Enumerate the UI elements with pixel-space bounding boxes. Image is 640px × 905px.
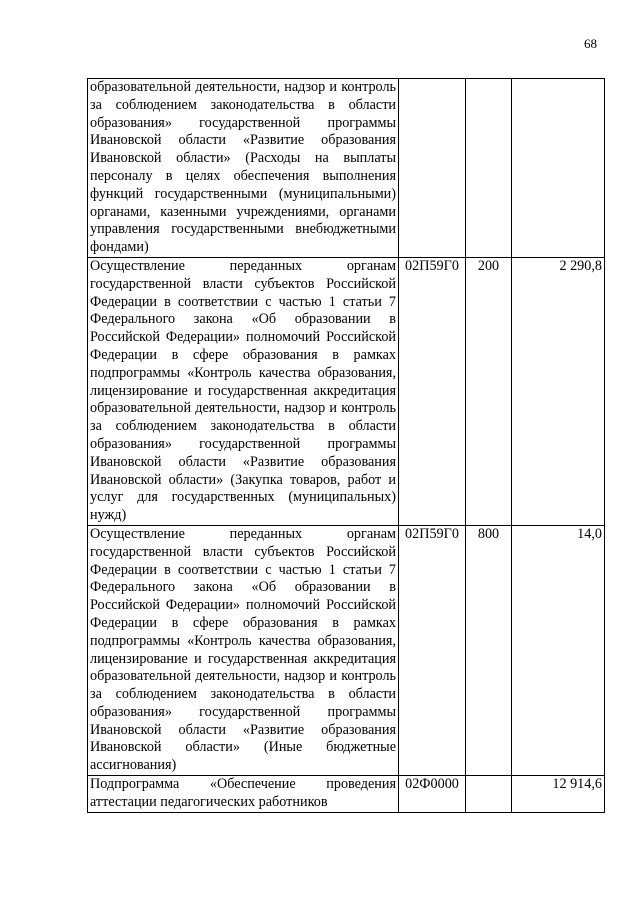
row-expense-type: 800 (466, 525, 512, 775)
row-amount: 12 914,6 (512, 776, 605, 813)
row-expense-type (466, 79, 512, 258)
table-row (88, 525, 605, 775)
row-amount (512, 79, 605, 258)
row-target-code: 02П59Г0 (399, 525, 466, 775)
row-target-code: 02П59Г0 (399, 257, 466, 525)
row-target-code (399, 79, 466, 258)
page-number: 68 (584, 36, 597, 51)
row-target-code: 02Ф0000 (399, 776, 466, 813)
table-row (88, 257, 605, 525)
row-amount: 2 290,8 (512, 257, 605, 525)
row-description: Осуществление переданных органам государственной власти субъектов Российской Федерации в соответствии с частью 1 статьи 7 Федерального закона «Об образовании в Российской Федерации» полномочий Российской Федерации в сфере образования в рамках подпрограммы «Контроль качества образования, лицензирование и государственная аккредитация образовательной деятельности, надзор и контроль за соблюдением законодательства в области образования» государственной программы Ивановской области «Развитие образования Ивановской области» (Иные бюджетные ассигнования) (88, 525, 399, 775)
row-amount: 14,0 (512, 525, 605, 775)
row-description: Подпрограмма «Обеспечение проведения аттестации педагогических работников (88, 776, 399, 813)
row-description: образовательной деятельности, надзор и контроль за соблюдением законодательства в области образования» государственной программы Ивановской области «Развитие образования Ивановской области» (Расходы на выплаты персоналу в целях обеспечения выполнения функций государственными (муниципальными) органами, казенными учреждениями, органами управления государственными внебюджетными фондами) (88, 79, 399, 258)
table-row (88, 79, 605, 258)
row-description: Осуществление переданных органам государственной власти субъектов Российской Федерации в соответствии с частью 1 статьи 7 Федерального закона «Об образовании в Российской Федерации» полномочий Российской Федерации в сфере образования в рамках подпрограммы «Контроль качества образования, лицензирование и государственная аккредитация образовательной деятельности, надзор и контроль за соблюдением законодательства в области образования» государственной программы Ивановской области «Развитие образования Ивановской области» (Закупка товаров, работ и услуг для государственных (муниципальных) нужд) (88, 257, 399, 525)
budget-table (87, 78, 605, 813)
row-expense-type: 200 (466, 257, 512, 525)
table-row (88, 776, 605, 813)
row-expense-type (466, 776, 512, 813)
